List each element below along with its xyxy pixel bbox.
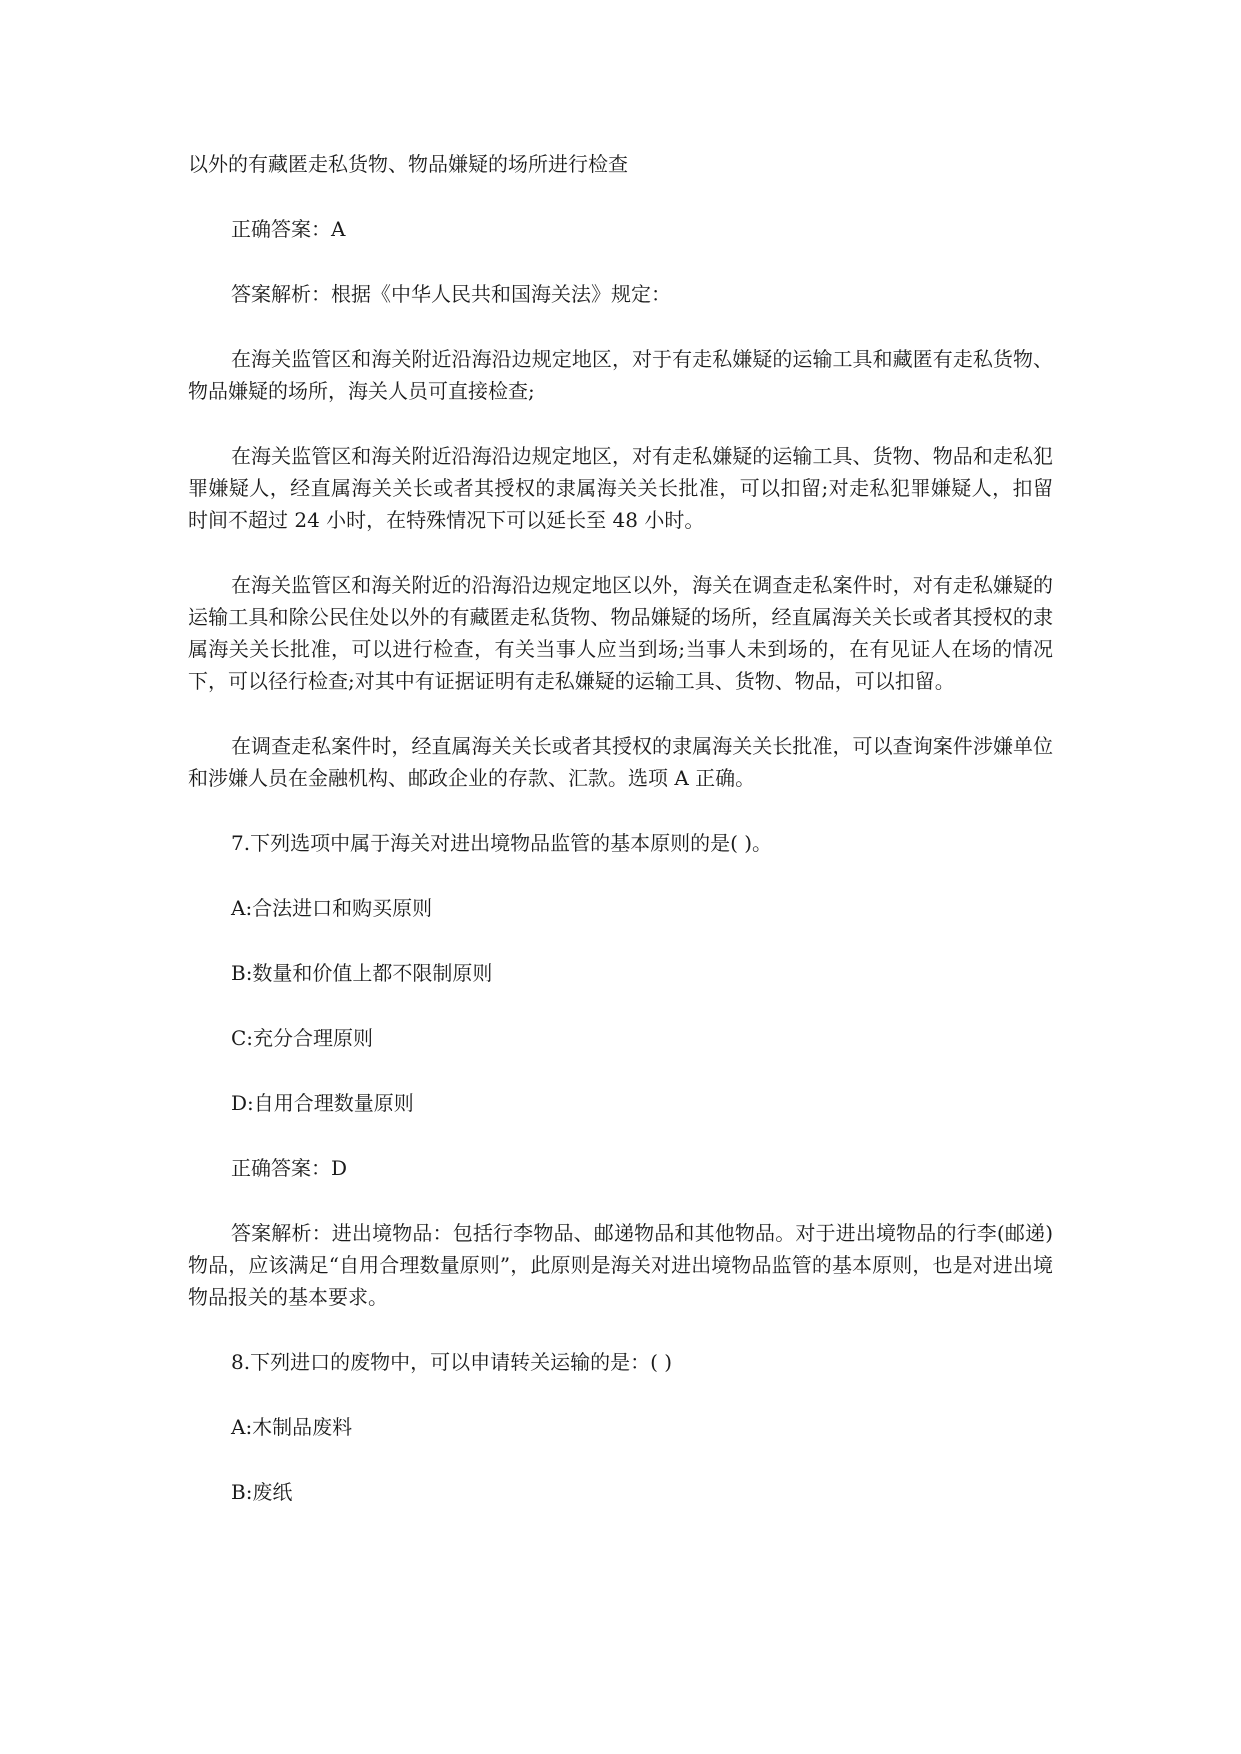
question-7: 7.下列选项中属于海关对进出境物品监管的基本原则的是( )。 bbox=[231, 831, 773, 855]
question-8: 8.下列进口的废物中，可以申请转关运输的是：( ) bbox=[231, 1350, 673, 1374]
explanation-paragraph: 在海关监管区和海关附近沿海沿边规定地区，对有走私嫌疑的运输工具、货物、物品和走私犯罪嫌疑人，经直属海关关长或者其授权的隶属海关关长批准，可以扣留;对走私犯罪嫌疑人，扣留时间不超过 24 小时，在特殊情况下可以延长至 48 小时。 bbox=[188, 444, 1053, 532]
explanation-paragraph: 在海关监管区和海关附近沿海沿边规定地区，对于有走私嫌疑的运输工具和藏匿有走私货物、物品嫌疑的场所，海关人员可直接检查; bbox=[188, 347, 1053, 403]
document-body bbox=[188, 148, 1053, 1508]
option-a: A:合法进口和购买原则 bbox=[231, 896, 433, 920]
explanation-paragraph: 答案解析：进出境物品：包括行李物品、邮递物品和其他物品。对于进出境物品的行李(邮递)物品，应该满足“自用合理数量原则”，此原则是海关对进出境物品监管的基本原则，也是对进出境物品报关的基本要求。 bbox=[188, 1221, 1053, 1309]
explanation-heading: 答案解析：根据《中华人民共和国海关法》规定： bbox=[231, 282, 671, 306]
option-c: C:充分合理原则 bbox=[231, 1026, 374, 1050]
answer-line: 正确答案：A bbox=[231, 217, 346, 241]
option-d: D:自用合理数量原则 bbox=[231, 1091, 414, 1115]
explanation-paragraph: 在海关监管区和海关附近的沿海沿边规定地区以外，海关在调查走私案件时，对有走私嫌疑的运输工具和除公民住处以外的有藏匿走私货物、物品嫌疑的场所，经直属海关关长或者其授权的隶属海关关长批准，可以进行检查，有关当事人应当到场;当事人未到场的，在有见证人在场的情况下，可以径行检查;对其中有证据证明有走私嫌疑的运输工具、货物、物品，可以扣留。 bbox=[188, 573, 1053, 693]
option-a: A:木制品废料 bbox=[231, 1415, 353, 1439]
explanation-paragraph: 在调查走私案件时，经直属海关关长或者其授权的隶属海关关长批准，可以查询案件涉嫌单位和涉嫌人员在金融机构、邮政企业的存款、汇款。选项 A 正确。 bbox=[188, 734, 1053, 790]
paragraph-continuation: 以外的有藏匿走私货物、物品嫌疑的场所进行检查 bbox=[188, 152, 628, 176]
option-b: B:废纸 bbox=[231, 1480, 293, 1504]
answer-line: 正确答案：D bbox=[231, 1156, 348, 1180]
option-b: B:数量和价值上都不限制原则 bbox=[231, 961, 493, 985]
